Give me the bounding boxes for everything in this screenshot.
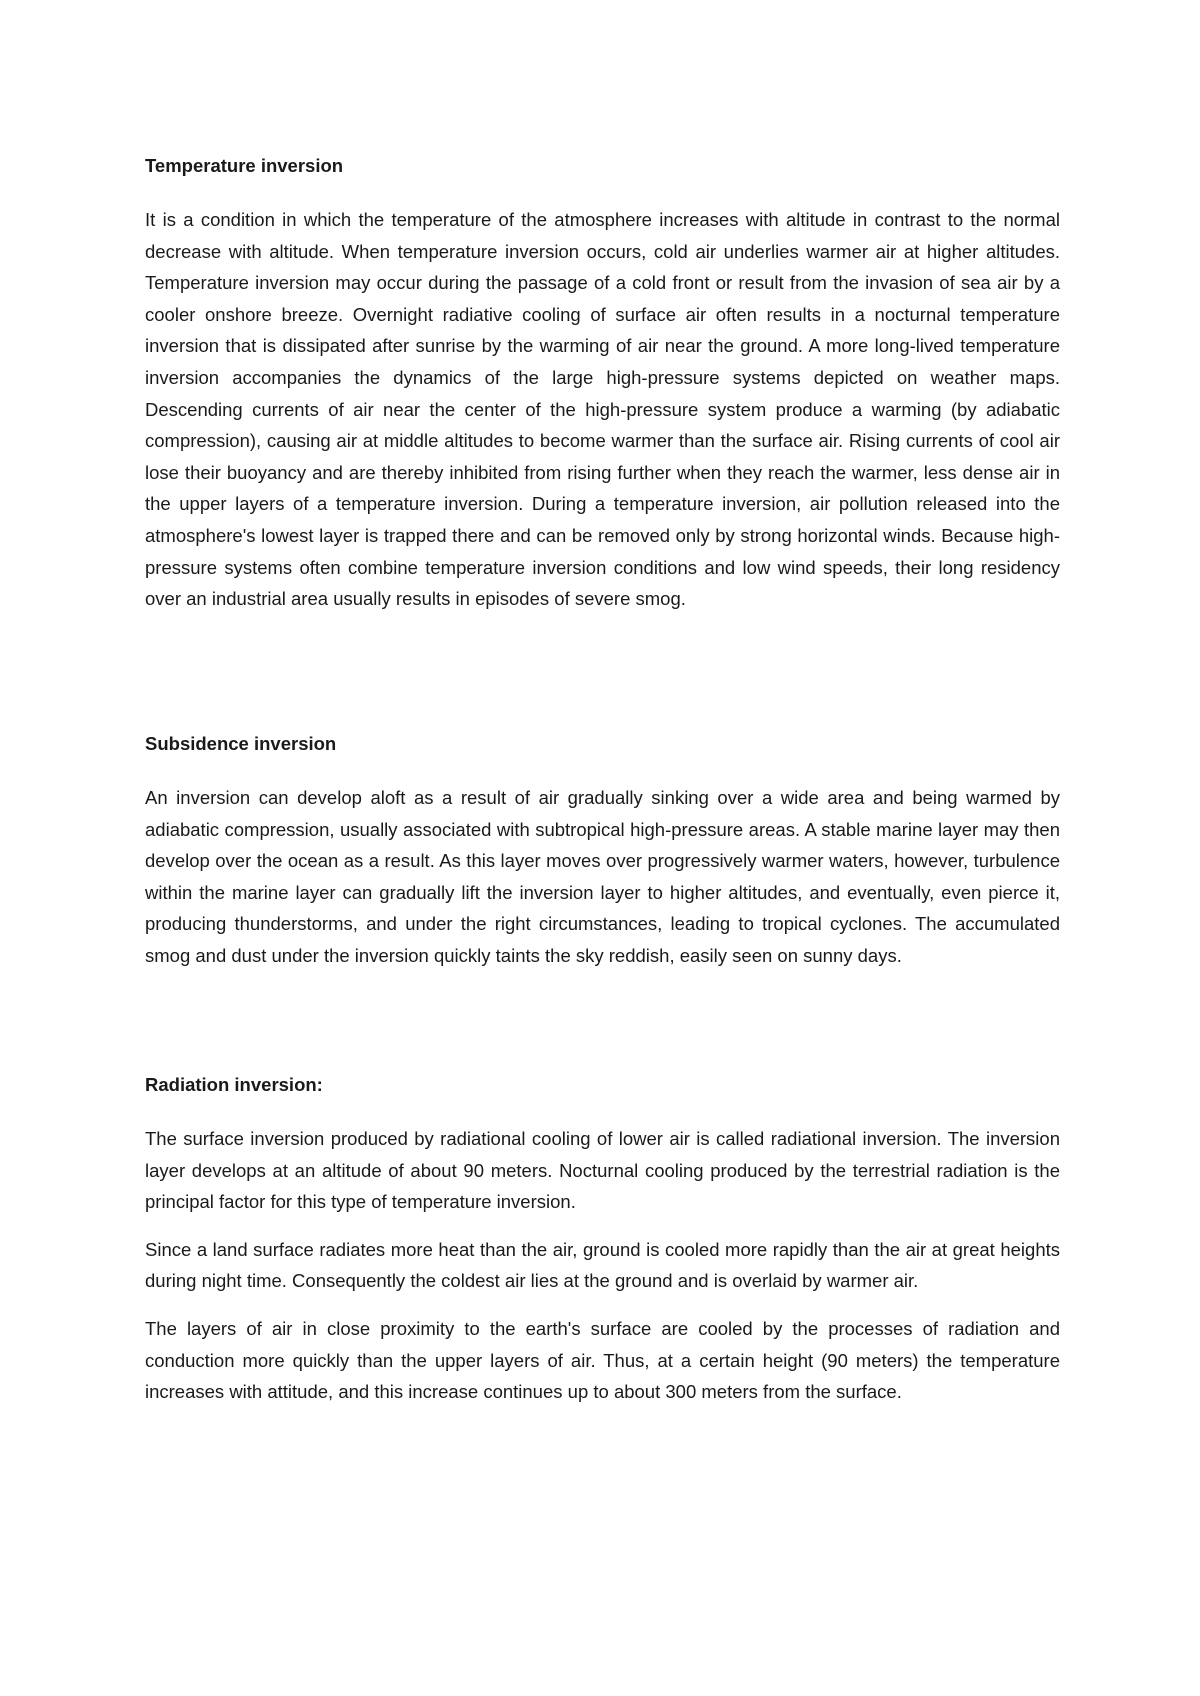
- section-heading: Temperature inversion: [145, 155, 344, 176]
- section-temperature-inversion: [145, 150, 1060, 615]
- paragraph: The surface inversion produced by radiational cooling of lower air is called radiational inversion. The inversion layer develops at an altitude of about 90 meters. Nocturnal cooling produced by the terrestrial radiation is the principal factor for this type of temperature inversion.: [145, 1128, 1060, 1213]
- paragraph: Since a land surface radiates more heat than the air, ground is cooled more rapidly than the air at great heights during night time. Consequently the coldest air lies at the ground and is overlaid by warmer air.: [145, 1238, 1060, 1292]
- section-heading: Radiation inversion:: [145, 1074, 323, 1095]
- paragraph: An inversion can develop aloft as a result of air gradually sinking over a wide area and being warmed by adiabatic compression, usually associated with subtropical high-pressure areas. A stable marine layer may then develop over the ocean as a result. As this layer moves over progressively warmer waters, however, turbulence within the marine layer can gradually lift the inversion layer to higher altitudes, and eventually, even pierce it, producing thunderstorms, and under the right circumstances, leading to tropical cyclones. The accumulated smog and dust under the inversion quickly taints the sky reddish, easily seen on sunny days.: [145, 787, 1060, 966]
- section-radiation-inversion: [145, 1069, 1060, 1408]
- section-subsidence-inversion: [145, 728, 1060, 972]
- document-page: [145, 150, 1060, 1403]
- section-heading: Subsidence inversion: [145, 733, 337, 754]
- paragraph: It is a condition in which the temperature of the atmosphere increases with altitude in contrast to the normal decrease with altitude. When temperature inversion occurs, cold air underlies warmer air at higher altitudes. Temperature inversion may occur during the passage of a cold front or result from the invasion of sea air by a cooler onshore breeze. Overnight radiative cooling of surface air often results in a nocturnal temperature inversion that is dissipated after sunrise by the warming of air near the ground. A more long-lived temperature inversion accompanies the dynamics of the large high-pressure systems depicted on weather maps. Descending currents of air near the center of the high-pressure system produce a warming (by adiabatic compression), causing air at middle altitudes to become warmer than the surface air. Rising currents of cool air lose their buoyancy and are thereby inhibited from rising further when they reach the warmer, less dense air in the upper layers of a temperature inversion. During a temperature inversion, air pollution released into the atmosphere's lowest layer is trapped there and can be removed only by strong horizontal winds. Because high-pressure systems often combine temperature inversion conditions and low wind speeds, their long residency over an industrial area usually results in episodes of severe smog.: [145, 209, 1060, 610]
- paragraph: The layers of air in close proximity to the earth's surface are cooled by the processes of radiation and conduction more quickly than the upper layers of air. Thus, at a certain height (90 meters) the temperature increases with attitude, and this increase continues up to about 300 meters from the surface.: [145, 1317, 1060, 1403]
